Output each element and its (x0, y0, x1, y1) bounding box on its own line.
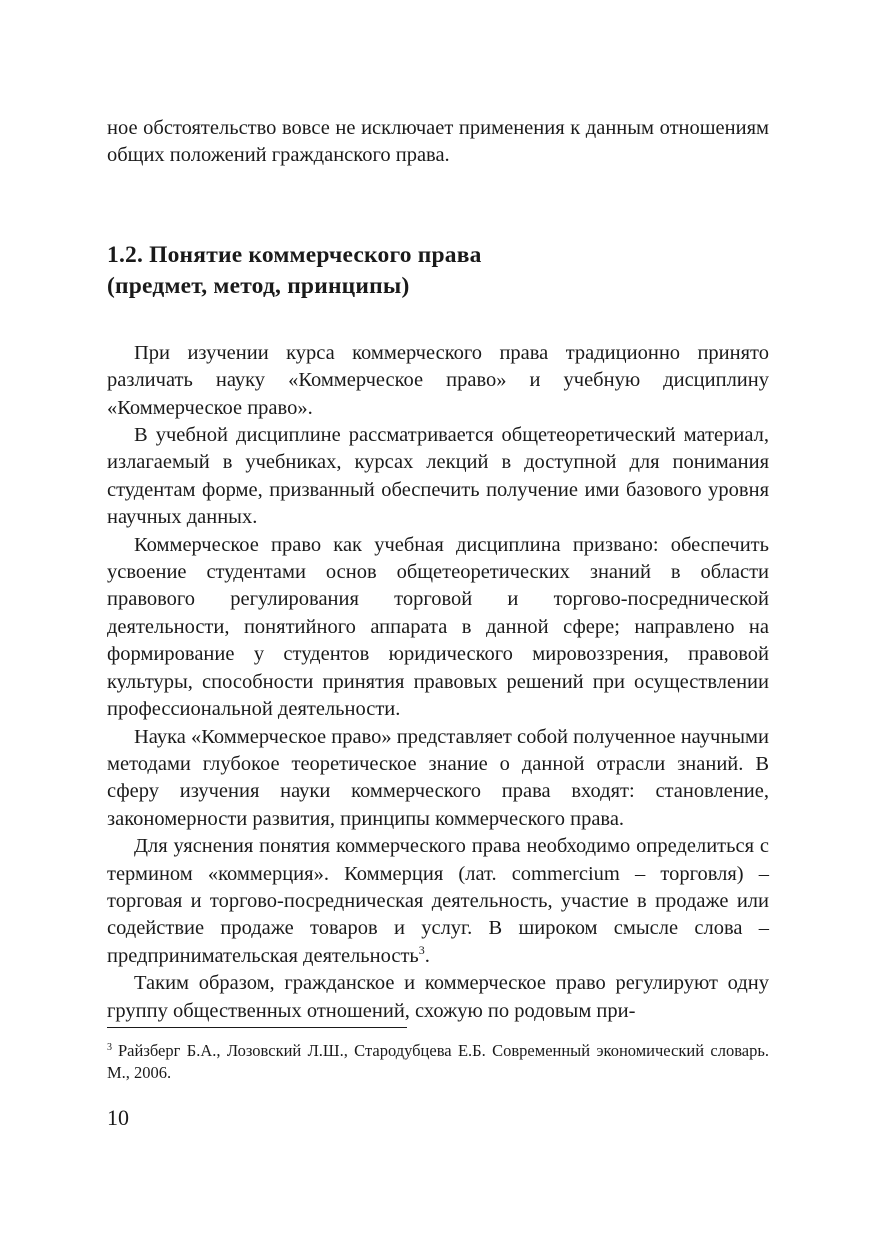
section-heading-line-2: (предмет, метод, принципы) (107, 272, 410, 299)
footnote-divider (107, 1027, 407, 1028)
paragraph-3: Коммерческое право как учебная дисциплина призвано: обеспечить усвоение студентами основ общетеоретических знаний в области правового регулирования торговой и торгово-посреднической деятельности, понятийного аппарата в данной сфере; направлено на формирование у студентов юридического мировоззрения, правовой культуры, способности принятия правовых решений при осуществлении профессиональной деятельности. (107, 533, 769, 721)
paragraph-5-text: Для уяснения понятия коммерческого права необходимо определиться с термином «коммерция». Коммерция (лат. commercium – торговля) – торговая и торгово-посредническая деятельность, участие в продаже или содействие продаже товаров и услуг. В широком смысле слова – предпринимательская деятельность (107, 835, 769, 967)
footnote-reference: 3 (418, 942, 425, 957)
continuation-paragraph: ное обстоятельство вовсе не исключает применения к данным отношениям общих положений гражданского права. (107, 117, 769, 167)
page-number: 10 (107, 1105, 129, 1130)
paragraph-4: Наука «Коммерческое право» представляет собой полученное научными методами глубокое теоретическое знание о данной отрасли знаний. В сферу изучения науки коммерческого права входят: становление, закономерности развития, принципы коммерческого права. (107, 725, 769, 830)
paragraph-5 (107, 833, 769, 970)
paragraph-1: При изучении курса коммерческого права традиционно принято различать науку «Коммерческое право» и учебную дисциплину «Коммерческое право». (107, 341, 769, 419)
paragraph-5-tail: . (424, 944, 430, 967)
footnote-text: Райзберг Б.А., Лозовский Л.Ш., Стародубцева Е.Б. Современный экономический словарь. М., 2006. (107, 1041, 769, 1082)
footnote-marker: 3 (107, 1041, 112, 1053)
footnote (107, 1040, 769, 1084)
paragraph-2: В учебной дисциплине рассматривается общетеоретический материал, излагаемый в учебниках, курсах лекций в доступной для понимания студентам форме, призванный обеспечить получение ими базового уровня научных данных. (107, 424, 769, 529)
section-heading-line-1: 1.2. Понятие коммерческого права (107, 241, 482, 268)
paragraph-6: Таким образом, гражданское и коммерческое право регулируют одну группу общественных отношений, схожую по родовым при- (107, 972, 769, 1022)
section-heading (107, 240, 769, 302)
page-body (107, 115, 769, 1025)
